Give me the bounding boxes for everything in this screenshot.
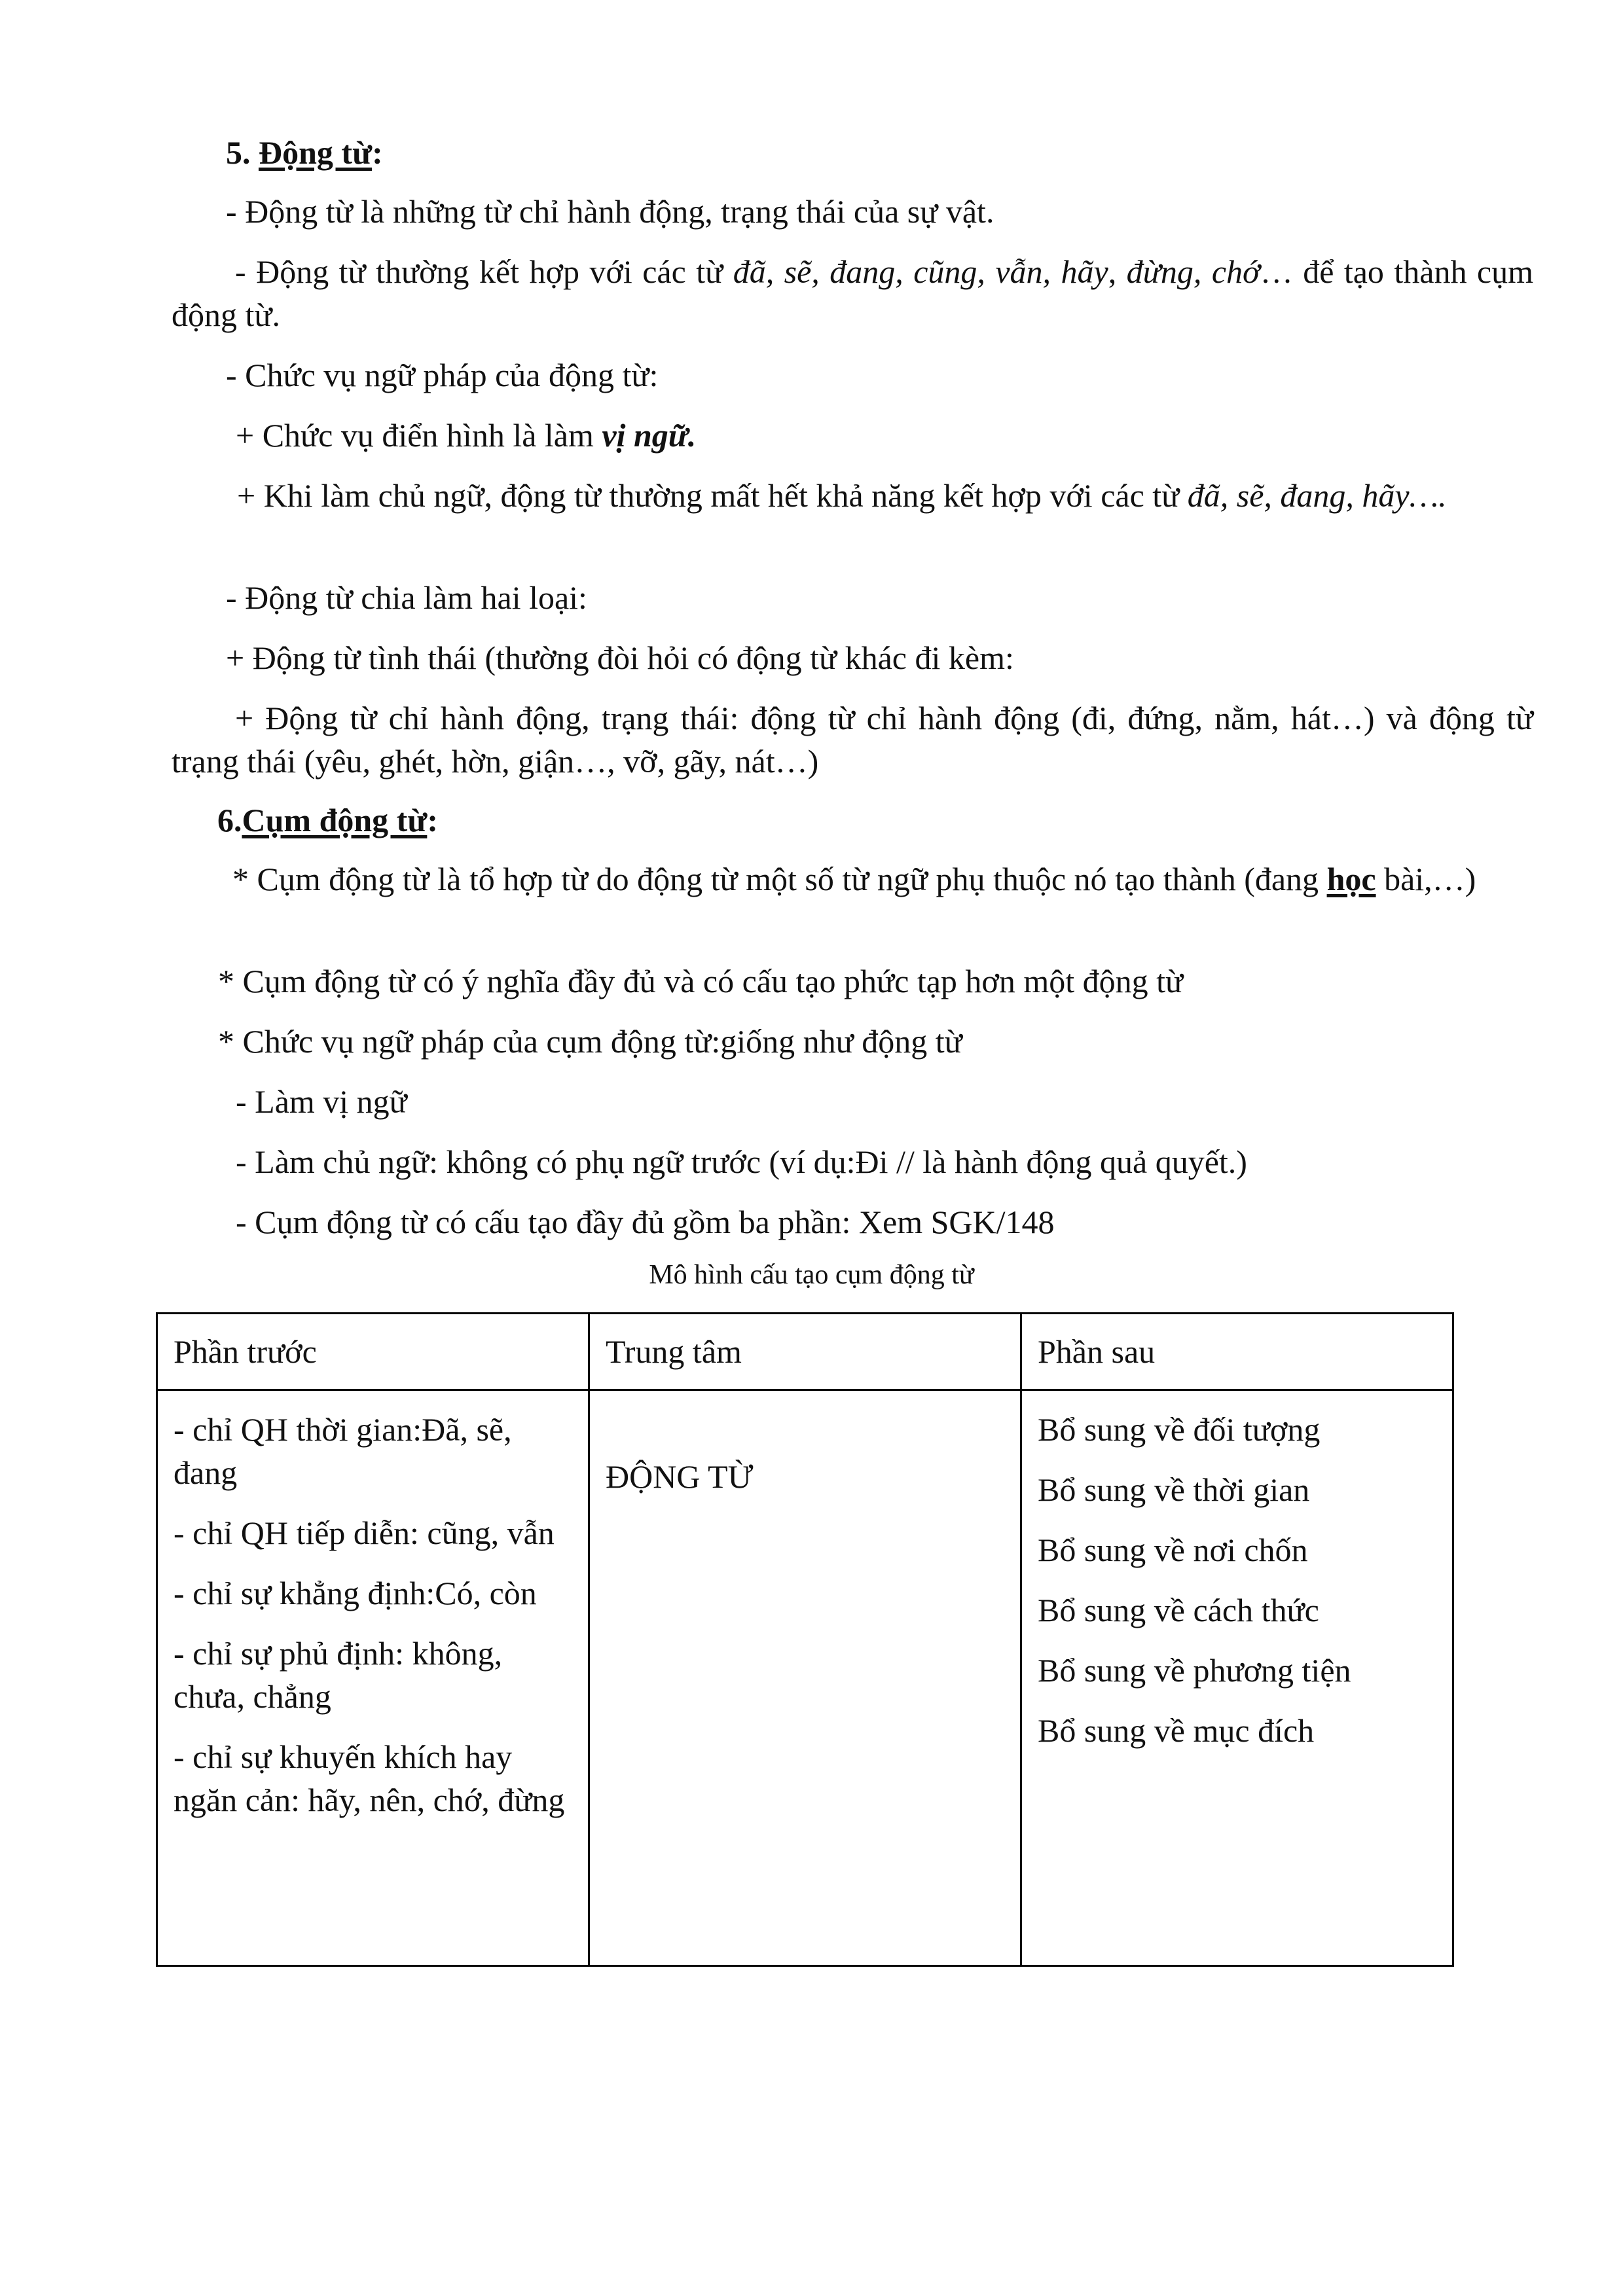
center-cell (589, 1390, 1021, 1966)
s6-line-function: * Chức vụ ngữ pháp của cụm động từ:giống như động từ (218, 1023, 962, 1060)
s5-line-subject (172, 474, 1533, 517)
s5-line5-prefix: + Khi làm chủ ngữ, động từ thường mất hết khả năng kết hợp với các từ (237, 477, 1188, 514)
s6-line-predicate: - Làm vị ngữ (236, 1083, 407, 1120)
section-6-number: 6. (217, 802, 242, 838)
section-5-heading (226, 131, 383, 174)
before-cell (157, 1390, 589, 1966)
section-5-number: 5. (226, 134, 259, 171)
before-item: - chỉ sự phủ định: không, chưa, chẳng (173, 1635, 503, 1715)
s5-line2-mid: , (1108, 253, 1127, 290)
s5-line2-italic2: đừng, chớ (1126, 253, 1260, 290)
s5-line4-prefix: + Chức vụ điển hình là làm (236, 417, 602, 454)
s6-line1-suffix: bài,…) (1376, 861, 1476, 897)
header-before: Phần trước (157, 1314, 589, 1390)
before-item: - chỉ sự khẳng định:Có, còn (173, 1575, 537, 1611)
after-item: Bổ sung về nơi chốn (1038, 1532, 1308, 1568)
s6-line-definition (172, 857, 1533, 901)
s6-line-structure: - Cụm động từ có cấu tạo đầy đủ gồm ba phần: Xem SGK/148 (236, 1204, 1055, 1240)
s5-line2-prefix: - Động từ thường kết hợp với các từ (235, 253, 733, 290)
header-center: Trung tâm (589, 1314, 1021, 1390)
after-item: Bổ sung về cách thức (1038, 1592, 1319, 1628)
section-5-title: Động từ (259, 134, 373, 171)
s5-line-action-state: + Động từ chỉ hành động, trạng thái: động từ chỉ hành động (đi, đứng, nằm, hát…) và động từ trạng thái (yêu, ghét, hờn, giận…, vỡ, gãy, nát…) (172, 700, 1533, 780)
table-body-row (157, 1390, 1453, 1966)
s5-line-combination (172, 250, 1533, 336)
s6-line-subject: - Làm chủ ngữ: không có phụ ngữ trước (ví dụ:Đi // là hành động quả quyết.) (236, 1143, 1247, 1180)
s6-line1-emphasis: học (1326, 861, 1376, 897)
s6-line-meaning: * Cụm động từ có ý nghĩa đầy đủ và có cấu tạo phức tạp hơn một động từ (218, 963, 1184, 999)
section-6-colon: : (427, 802, 438, 838)
s5-line-predicate (236, 414, 696, 457)
center-label: ĐỘNG TỪ (606, 1458, 754, 1495)
s5-line-types: - Động từ chia làm hai loại: (226, 579, 587, 616)
after-item: Bổ sung về thời gian (1038, 1471, 1310, 1508)
before-item: - chỉ QH tiếp diễn: cũng, vẫn (173, 1515, 555, 1551)
s5-line4-emphasis: vị ngữ. (602, 417, 697, 454)
table-caption: Mô hình cấu tạo cụm động từ (649, 1260, 974, 1290)
table-header-row (157, 1314, 1453, 1390)
section-6-title: Cụm động từ (242, 802, 428, 838)
section-5-colon: : (372, 134, 383, 171)
s5-line2-suffix: … để tạo thành cụm động từ. (172, 253, 1534, 333)
before-item: - chỉ QH thời gian:Đã, sẽ, đang (173, 1411, 512, 1491)
s6-line1-prefix: * Cụm động từ là tổ hợp từ do động từ một số từ ngữ phụ thuộc nó tạo thành (đang (232, 861, 1327, 897)
s5-line-function: - Chức vụ ngữ pháp của động từ: (226, 357, 659, 393)
s5-line2-italic: đã, sẽ, đang, cũng, vẫn, hãy (733, 253, 1108, 290)
after-item: Bổ sung về phương tiện (1038, 1652, 1351, 1689)
s5-line5-italic: đã, sẽ, đang, hãy…. (1187, 477, 1447, 514)
section-6-heading (217, 798, 438, 842)
s5-line-modal: + Động từ tình thái (thường đòi hỏi có động từ khác đi kèm: (226, 639, 1014, 676)
before-item: - chỉ sự khuyến khích hay ngăn cản: hãy, nên, chớ, đừng (173, 1738, 565, 1818)
after-list (1038, 1391, 1436, 1769)
s5-line-definition: - Động từ là những từ chỉ hành động, trạng thái của sự vật. (226, 193, 994, 230)
verb-phrase-model-table (156, 1312, 1454, 1967)
after-cell (1021, 1390, 1453, 1966)
after-item: Bổ sung về mục đích (1038, 1712, 1315, 1749)
header-after: Phần sau (1021, 1314, 1453, 1390)
after-item: Bổ sung về đối tượng (1038, 1411, 1321, 1448)
